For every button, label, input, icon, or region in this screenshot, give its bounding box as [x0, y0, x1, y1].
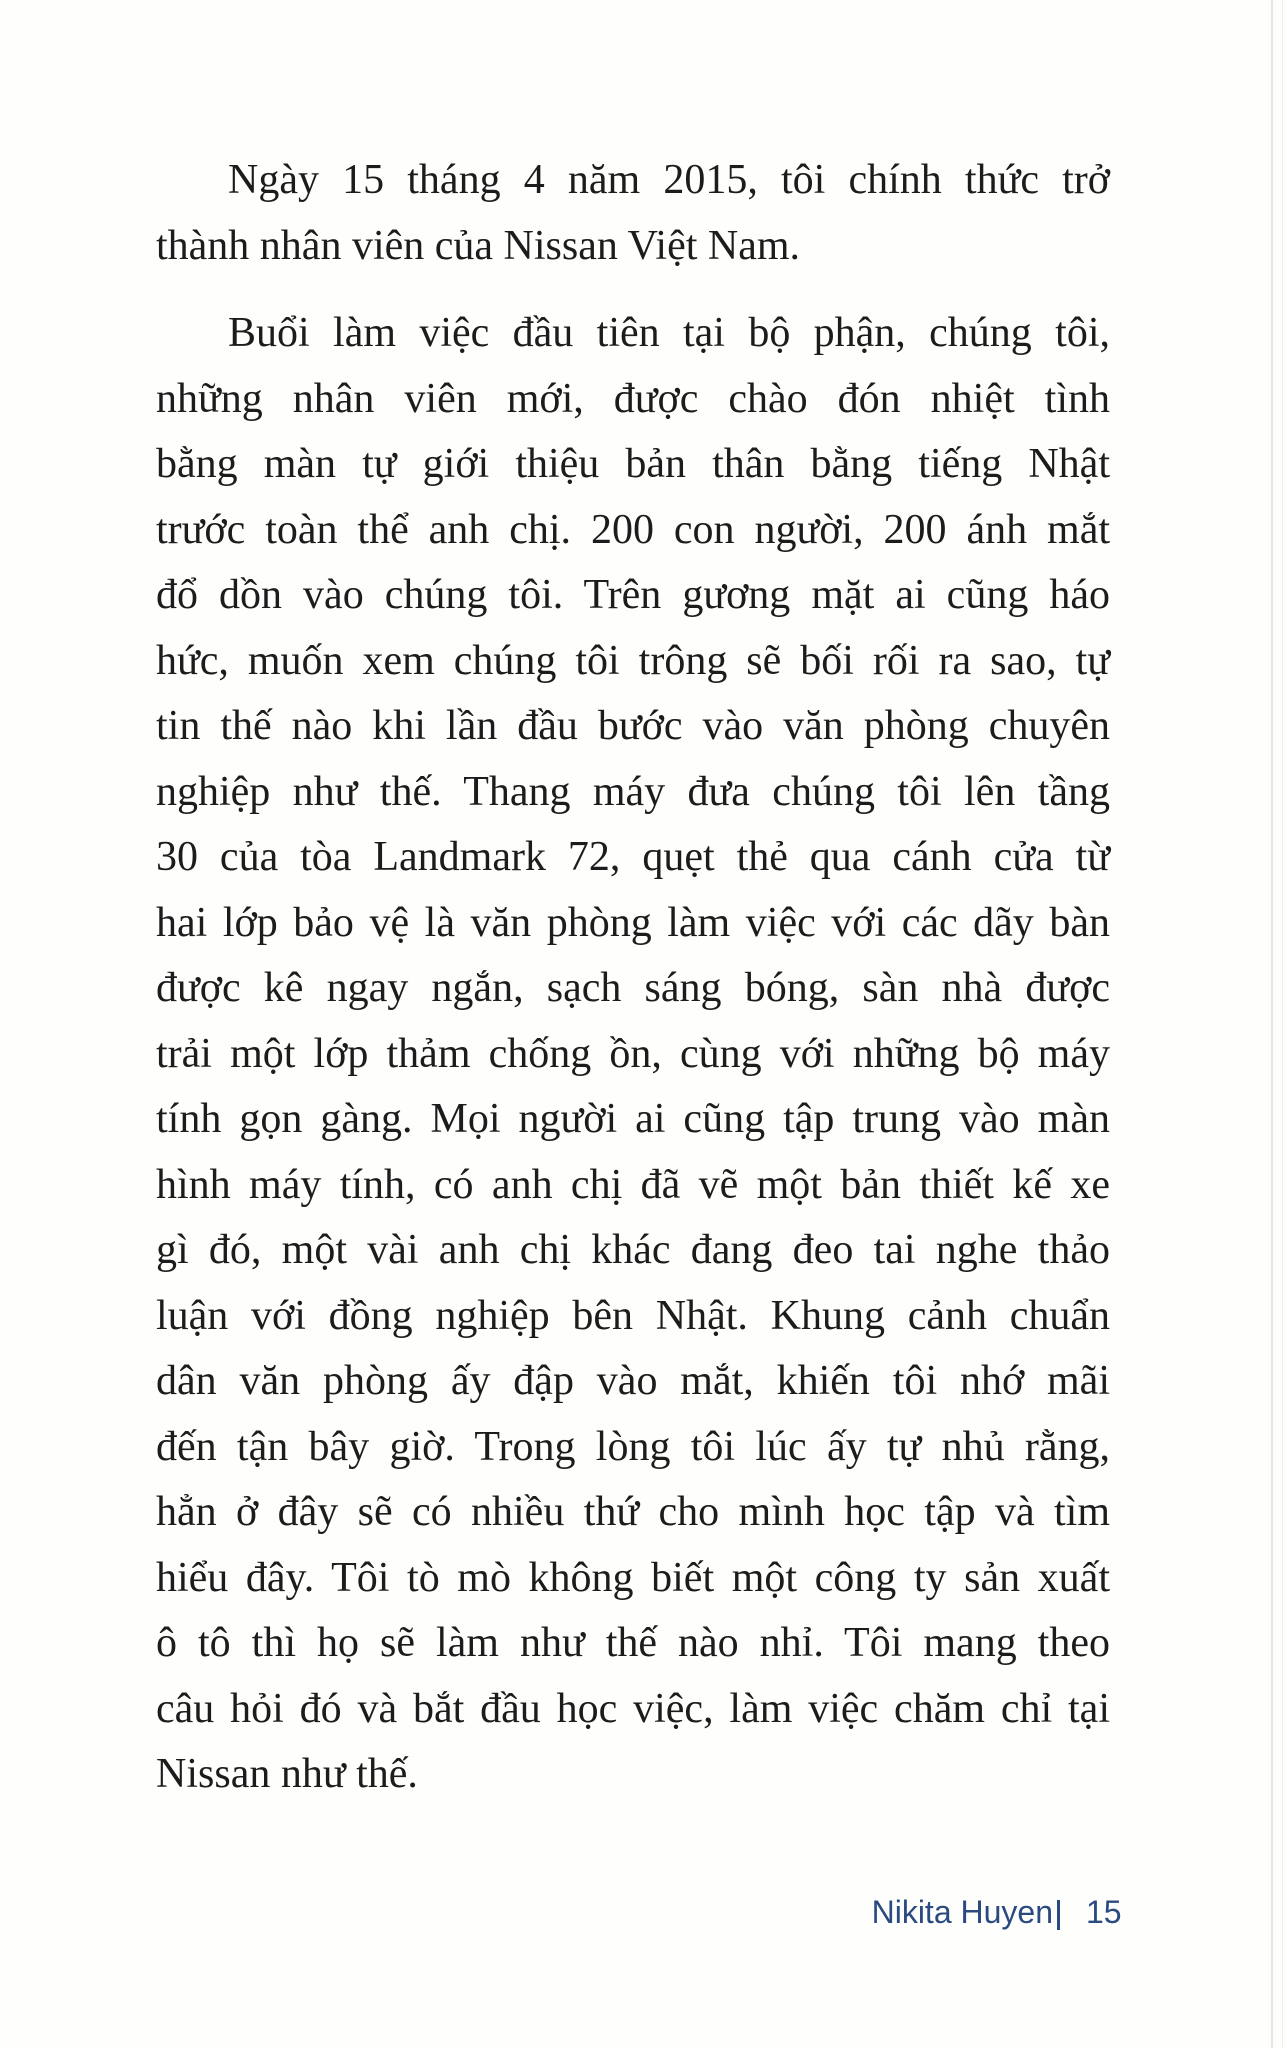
text-line: hình máy tính, có anh chị đã vẽ một bản thiết kế xe	[156, 1161, 1110, 1208]
text-line: đến tận bây giờ. Trong lòng tôi lúc ấy tự nhủ rằng,	[156, 1423, 1110, 1470]
page-edge-line	[1271, 0, 1273, 2048]
text-line: hiểu đây. Tôi tò mò không biết một công ty sản xuất	[156, 1554, 1110, 1601]
text-line: bằng màn tự giới thiệu bản thân bằng tiếng Nhật	[156, 441, 1110, 487]
text-line: 30 của tòa Landmark 72, quẹt thẻ qua cánh cửa từ	[156, 834, 1110, 880]
text-line: gì đó, một vài anh chị khác đang đeo tai nghe thảo	[156, 1227, 1110, 1273]
page-footer	[0, 1894, 1287, 1944]
paragraph-1	[156, 148, 1110, 279]
text-line: Buổi làm việc đầu tiên tại bộ phận, chúng tôi,	[228, 310, 1110, 356]
body-text	[156, 148, 1110, 1830]
text-line: luận với đồng nghiệp bên Nhật. Khung cảnh chuẩn	[156, 1292, 1110, 1339]
text-line: nghiệp như thế. Thang máy đưa chúng tôi lên tầng	[156, 768, 1110, 815]
text-line: những nhân viên mới, được chào đón nhiệt tình	[156, 375, 1110, 422]
page-number: 15	[1086, 1894, 1122, 1930]
paragraph-2	[156, 301, 1110, 1808]
page-edge-line-outer	[1282, 0, 1283, 2048]
footer-separator	[1057, 1900, 1060, 1930]
text-line: hức, muốn xem chúng tôi trông sẽ bối rối ra sao, tự	[156, 637, 1110, 684]
text-line: thành nhân viên của Nissan Việt Nam.	[156, 222, 801, 269]
text-line: câu hỏi đó và bắt đầu học việc, làm việc chăm chỉ tại	[156, 1685, 1110, 1732]
footer-author: Nikita Huyen	[871, 1894, 1053, 1930]
text-line: tin thế nào khi lần đầu bước vào văn phòng chuyên	[156, 703, 1110, 749]
text-line: đổ dồn vào chúng tôi. Trên gương mặt ai cũng háo	[156, 572, 1110, 618]
text-line: Nissan như thế.	[156, 1751, 418, 1797]
text-line: hai lớp bảo vệ là văn phòng làm việc với các dãy bàn	[156, 899, 1110, 946]
text-line: trải một lớp thảm chống ồn, cùng với những bộ máy	[156, 1030, 1110, 1077]
text-line: hẳn ở đây sẽ có nhiều thứ cho mình học tập và tìm	[156, 1489, 1110, 1535]
text-line: ô tô thì họ sẽ làm như thế nào nhỉ. Tôi mang theo	[156, 1620, 1110, 1666]
text-line: được kê ngay ngắn, sạch sáng bóng, sàn nhà được	[156, 965, 1110, 1011]
text-line: dân văn phòng ấy đập vào mắt, khiến tôi nhớ mãi	[156, 1358, 1110, 1404]
text-line: trước toàn thể anh chị. 200 con người, 200 ánh mắt	[156, 506, 1110, 553]
text-line: Ngày 15 tháng 4 năm 2015, tôi chính thức trở	[228, 157, 1110, 203]
text-line: tính gọn gàng. Mọi người ai cũng tập trung vào màn	[156, 1096, 1110, 1142]
